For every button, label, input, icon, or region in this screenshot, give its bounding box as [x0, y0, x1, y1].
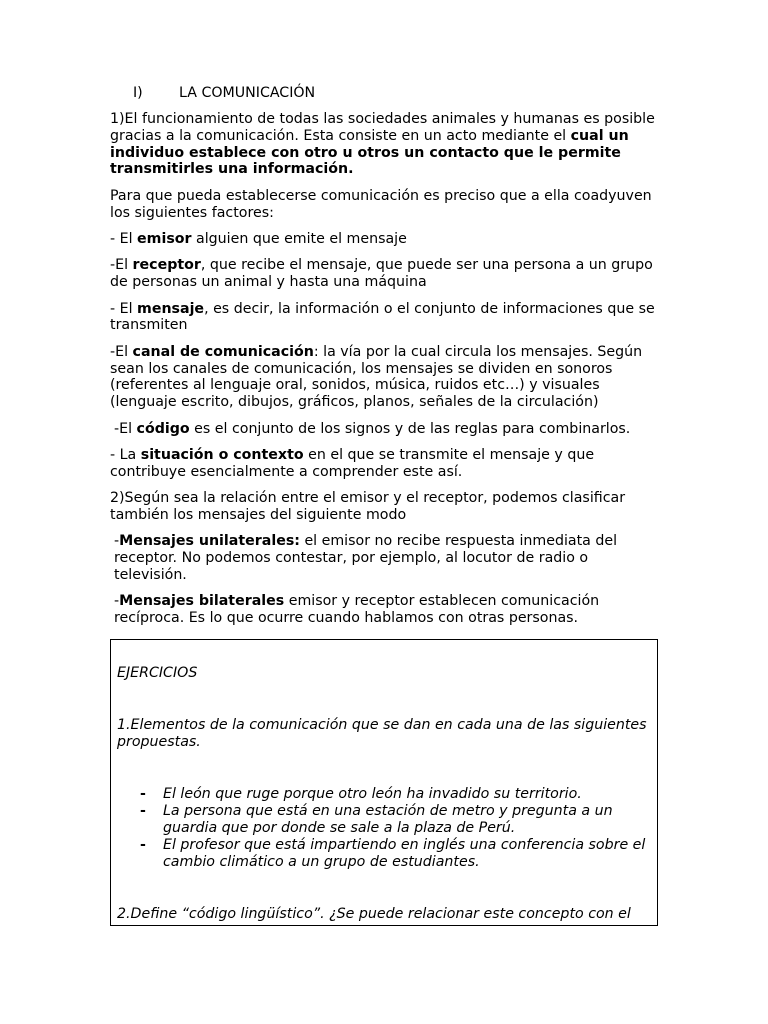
factor-situacion — [110, 447, 662, 481]
factor-codigo-definition: es el conjunto de los signos y de las reglas para combinarlos. — [189, 420, 631, 437]
factor-emisor — [110, 231, 662, 248]
exercise-question-2: 2.Define “código lingüístico”. ¿Se puede relacionar este concepto con el — [117, 906, 631, 923]
factor-mensaje-term: mensaje — [137, 300, 205, 317]
factor-situacion-term: situación o contexto — [140, 446, 304, 463]
exercises-title: EJERCICIOS — [117, 665, 198, 681]
factor-codigo-term: código — [136, 420, 190, 437]
factor-receptor-term: receptor — [132, 257, 201, 274]
section-title: LA COMUNICACIÓN — [179, 85, 316, 101]
factor-emisor-definition: alguien que emite el mensaje — [191, 230, 407, 247]
dash-bullet: - — [140, 836, 146, 853]
factor-situacion-definition: en el que se transmite el mensaje y que contribuye esencialmente a comprender este así. — [110, 446, 595, 480]
factor-receptor-prefix: -El — [110, 257, 133, 274]
intro-bold-text: cual un individuo establece con otro u otros un contacto que le permite transmitirles una información. — [110, 127, 629, 178]
factor-codigo — [110, 421, 662, 438]
factors-intro-paragraph: Para que pueda establecerse comunicación es preciso que a ella coadyuven los siguientes factores: — [110, 187, 652, 221]
unilaterales-definition: el emisor no recibe respuesta inmediata del receptor. No podemos contestar, por ejemplo, al locutor de radio o televisión. — [114, 533, 618, 583]
factor-emisor-term: emisor — [137, 230, 192, 247]
unilaterales-prefix: - — [114, 533, 120, 550]
exercises-content — [117, 665, 649, 923]
mensajes-bilaterales — [110, 593, 662, 627]
factor-receptor-definition: , que recibe el mensaje, que puede ser una persona a un grupo de personas un animal y hasta una máquina — [110, 257, 653, 291]
exercise-list — [117, 786, 649, 870]
document-body — [110, 111, 662, 636]
list-item — [117, 837, 649, 871]
factor-canal-prefix: -El — [110, 343, 133, 360]
bilaterales-term: Mensajes bilaterales — [119, 593, 285, 610]
list-item-text: La persona que está en una estación de metro y pregunta a un guardia que por donde se sale a la plaza de Perú. — [163, 803, 613, 836]
bilaterales-definition: emisor y receptor establecen comunicación recíproca. Es lo que ocurre cuando hablamos con otras personas. — [114, 593, 600, 627]
factor-mensaje-definition: , es decir, la información o el conjunto de informaciones que se transmiten — [110, 300, 655, 334]
factor-emisor-prefix: - El — [110, 230, 138, 247]
classification-paragraph: 2)Según sea la relación entre el emisor y el receptor, podemos clasificar también los mensajes del siguiente modo — [110, 490, 626, 523]
list-item — [117, 786, 649, 803]
factor-mensaje-prefix: - El — [110, 300, 138, 317]
factor-mensaje — [110, 301, 662, 335]
list-item — [117, 803, 649, 837]
factor-situacion-prefix: - La — [110, 446, 141, 463]
exercises-box — [110, 639, 658, 926]
factor-canal — [110, 344, 662, 411]
section-number: I) — [133, 85, 143, 101]
factor-canal-definition: : la vía por la cual circula los mensajes. Según sean los canales de comunicación, los mensajes se dividen en sonoros (referentes al lenguaje oral, sonidos, música, ruidos etc…) y visuales (lenguaje escrito, dibujos, gráficos, planos, señales de la circulación) — [110, 343, 643, 411]
exercise-question-1: 1.Elementos de la comunicación que se dan en cada una de las siguientes propuestas. — [117, 716, 647, 750]
intro-text: 1)El funcionamiento de todas las sociedades animales y humanas es posible gracias a la comunicación. Esta consiste en un acto mediante el — [110, 111, 655, 144]
section-heading — [133, 85, 315, 102]
mensajes-unilaterales — [110, 533, 662, 583]
factor-codigo-prefix: -El — [114, 420, 137, 437]
factor-canal-term: canal de comunicación — [132, 343, 314, 360]
dash-bullet: - — [140, 786, 146, 803]
unilaterales-term: Mensajes unilaterales: — [119, 533, 300, 550]
dash-bullet: - — [140, 803, 146, 820]
list-item-text: El león que ruge porque otro león ha invadido su territorio. — [163, 786, 582, 803]
bilaterales-prefix: - — [114, 593, 120, 610]
list-item-text: El profesor que está impartiendo en inglés una conferencia sobre el cambio climático a un grupo de estudiantes. — [163, 836, 646, 870]
factor-receptor — [110, 257, 662, 291]
intro-paragraph — [110, 111, 662, 178]
